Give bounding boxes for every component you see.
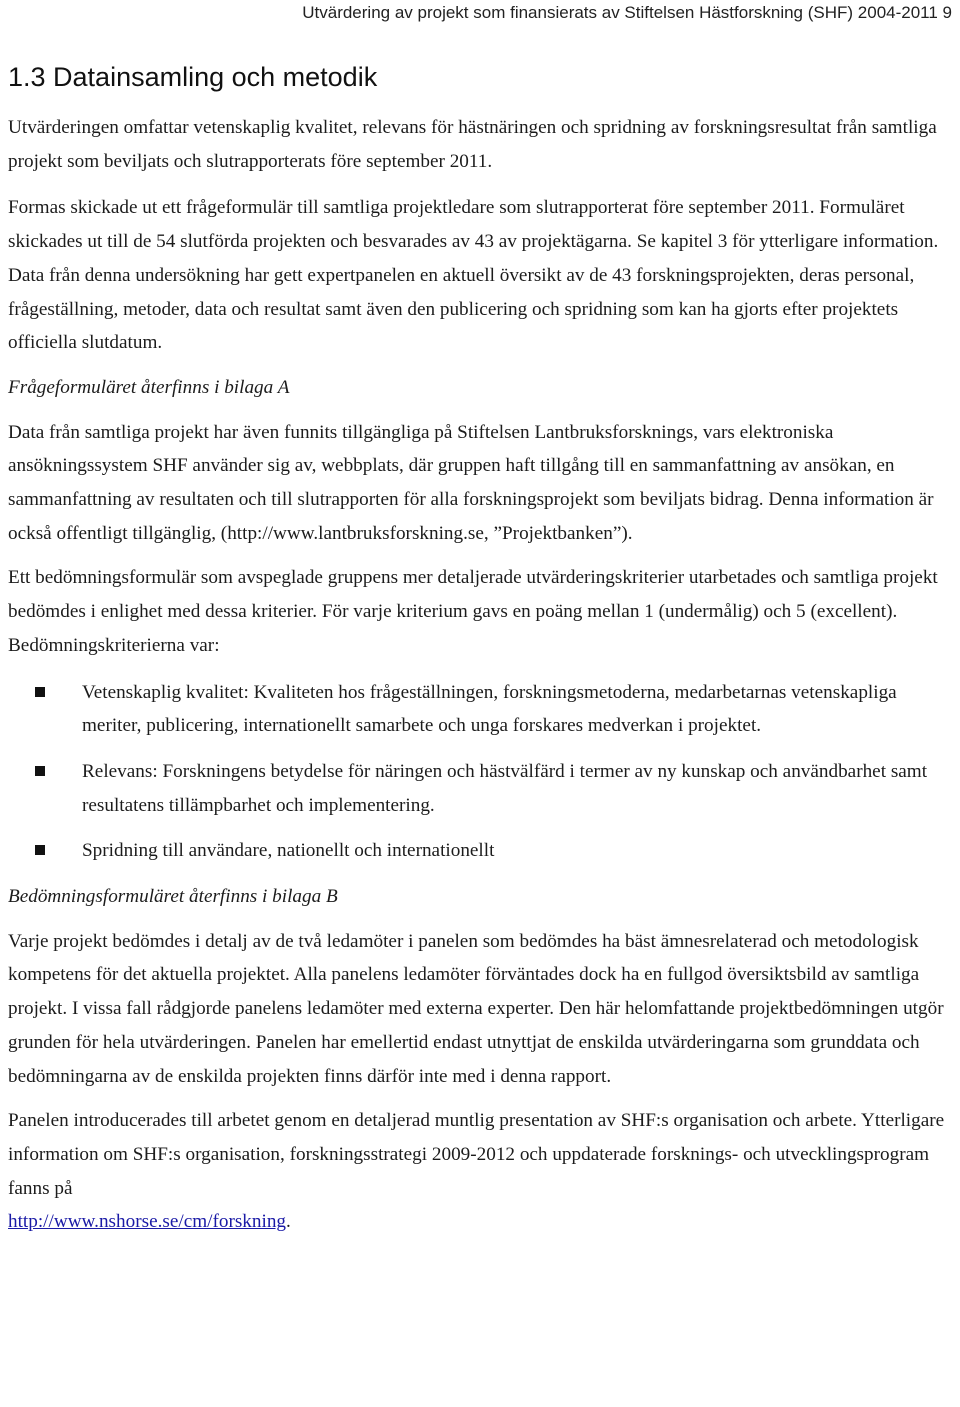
panel-intro-period: . [286, 1211, 291, 1233]
criterion-text: Spridning till användare, nationellt och internationellt [82, 840, 495, 862]
square-bullet-icon [35, 687, 45, 697]
paragraph-formas-survey: Formas skickade ut ett frågeformulär till samtliga projektledare som slutrapporterat före september 2011. Formuläret skickades ut till de 54 slutförda projekten och besvarades av 43 av projektägarna. Se kapitel 3 för ytterligare information. Data från denna undersökning har gett expertpanelen en aktuell översikt av de 43 forskningsprojekten, deras personal, frågeställning, metoder, data och resultat samt även den publicering och spridning som kan ha gjorts efter projektets officiella slutdatum. [8, 197, 939, 354]
appendix-a-note: Frågeformuläret återfinns i bilaga A [8, 376, 290, 398]
paragraph-project-review: Varje projekt bedömdes i detalj av de två ledamöter i panelen som bedömdes ha bäst ämnesrelaterad och metodologisk kompetens för det aktuella projektet. Alla panelens ledamöter förväntades dock ha en fullgod översiktsbild av samtliga projekt. I vissa fall rådgjorde panelens ledamöter med externa experter. Den här helomfattande projektbedömningen utgör grunden för hela utvärderingen. Panelen har emellertid endast utnyttjat de enskilda utvärderingarna som grunddata och bedömningarna av de enskilda projekten finns därför inte med i denna rapport. [8, 930, 944, 1087]
square-bullet-icon [35, 845, 45, 855]
appendix-b-note: Bedömningsformuläret återfinns i bilaga B [8, 886, 338, 908]
paragraph-assessment-form: Ett bedömningsformulär som avspeglade gruppens mer detaljerade utvärderingskriterier utarbetades och samtliga projekt bedömdes i enlighet med dessa kriterier. För varje kriterium gavs en poäng mellan 1 (undermålig) och 5 (excellent). Bedömningskriterierna var: [8, 567, 938, 656]
criterion-text: Relevans: Forskningens betydelse för näringen och hästvälfärd i termer av ny kunskap och användbarhet samt resultatens tillämpbarhet och implementering. [82, 760, 928, 816]
criteria-list [8, 676, 952, 869]
running-header: Utvärdering av projekt som finansierats av Stiftelsen Hästforskning (SHF) 2004-2011 9 [302, 3, 952, 22]
criterion-dissemination [8, 834, 952, 868]
criterion-scientific-quality [8, 676, 952, 743]
section-title: 1.3 Datainsamling och metodik [8, 62, 378, 92]
square-bullet-icon [35, 766, 45, 776]
paragraph-panel-introduction [8, 1104, 952, 1239]
criterion-relevance [8, 755, 952, 822]
criterion-text: Vetenskaplig kvalitet: Kvaliteten hos frågeställningen, forskningsmetoderna, medarbetarnas vetenskapliga meriter, publicering, internationellt samarbete och unga forskares medverkan i projektet. [82, 681, 897, 737]
nshorse-forskning-link[interactable]: http://www.nshorse.se/cm/forskning [8, 1211, 287, 1233]
paragraph-data-sources: Data från samtliga projekt har även funnits tillgängliga på Stiftelsen Lantbruksforsknings, vars elektroniska ansökningssystem SHF använder sig av, webbplats, där gruppen haft tillgång till en sammanfattning av ansökan, en sammanfattning av resultaten och till slutrapporten för alla forskningsprojekt som beviljats bidrag. Denna information är också offentligt tillgänglig, (http://www.lantbruksforskning.se, ”Projektbanken”). [8, 421, 934, 544]
paragraph-intro: Utvärderingen omfattar vetenskaplig kvalitet, relevans för hästnäringen och spridning av forskningsresultat från samtliga projekt som beviljats och slutrapporterats före september 2011. [8, 117, 937, 172]
document-page [8, 0, 952, 1239]
panel-intro-text: Panelen introducerades till arbetet genom en detaljerad muntlig presentation av SHF:s organisation och arbete. Ytterligare information om SHF:s organisation, forskningsstrategi 2009-2012 och uppdaterade forsknings- och utvecklingsprogram fanns på [8, 1110, 945, 1199]
